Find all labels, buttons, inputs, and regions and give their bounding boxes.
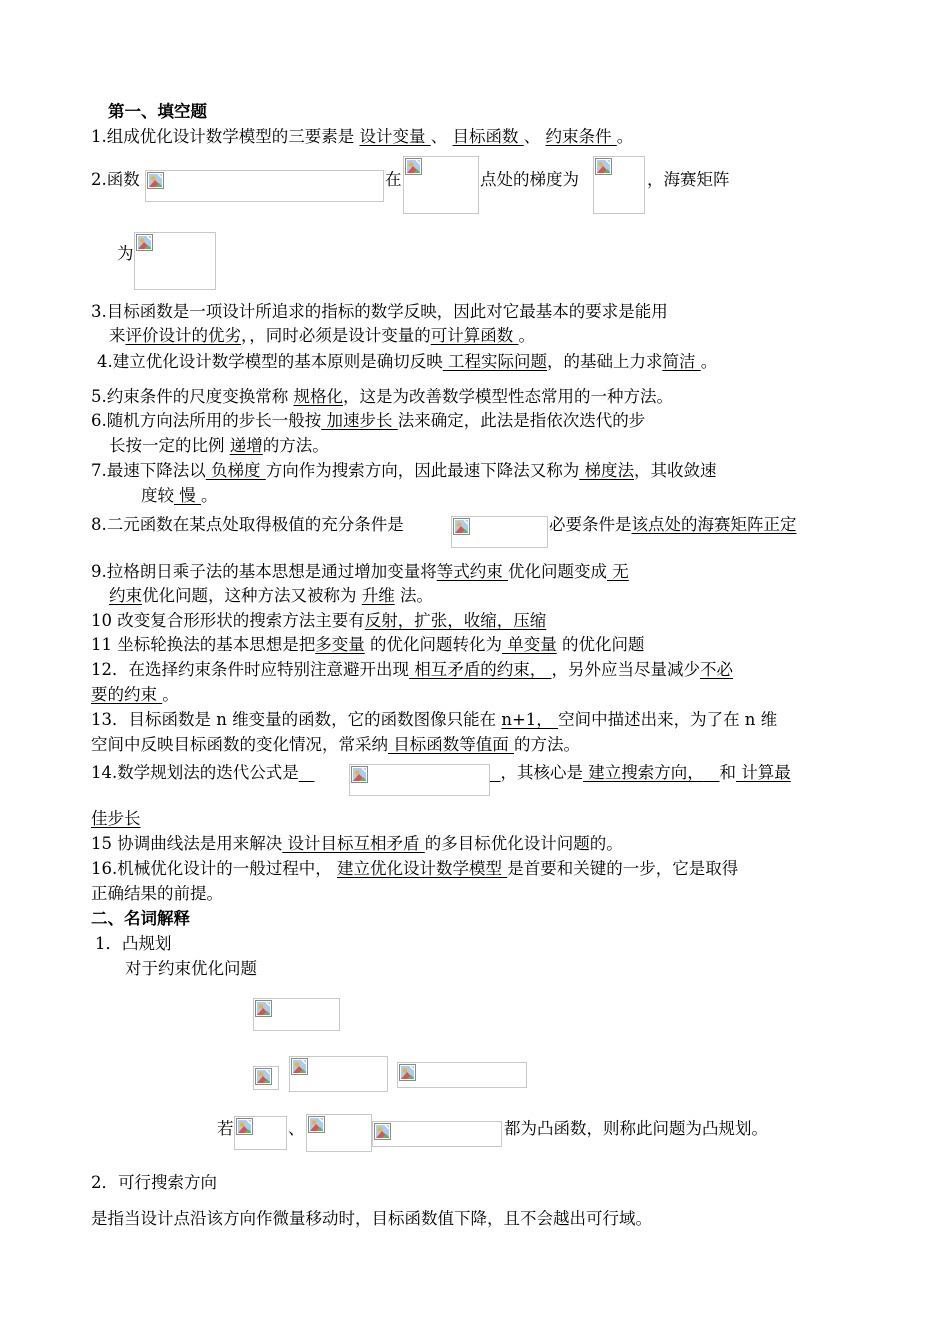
formula-image [372,1121,502,1147]
question-2-a: 2.函数 [91,170,140,189]
broken-image-icon [255,1000,272,1017]
term-1-title: 1．凸规划 [95,934,172,953]
term-1-cond-a: 若 [217,1119,234,1138]
term-1-cond-c: 都为凸函数，则称此问题为凸规划。 [504,1119,768,1138]
question-2-c: 点处的梯度为 [480,170,579,189]
broken-image-icon [453,518,470,535]
broken-image-icon [255,1068,272,1085]
broken-image-icon [374,1123,391,1140]
broken-image-icon [236,1118,253,1135]
question-12-line-2: 要的约束 。 [91,685,179,704]
question-9-line-2: 约束优化问题，这种方法又被称为 升维 法。 [109,586,433,605]
question-16-line-1: 16.机械优化设计的一般过程中， 建立优化设计数学模型 是首要和关键的一步，它是取得 [91,859,739,878]
formula-image [349,764,490,796]
question-5: 5.约束条件的尺度变换常称 规格化，这是为改善数学模型性态常用的一种方法。 [91,387,673,406]
question-3-line-1: 3.目标函数是一项设计所追求的指标的数学反映，因此对它最基本的要求是能用 [91,302,668,321]
broken-image-icon [351,766,368,783]
question-6-line-1: 6.随机方向法所用的步长一般按 加速步长 法来确定，此法是指依次迭代的步 [91,411,646,430]
question-15: 15 协调曲线法是用来解决 设计目标互相矛盾 的多目标优化设计问题的。 [91,834,623,853]
question-10: 10 改变复合形形状的搜索方法主要有反射，扩张，收缩，压缩 [91,611,547,630]
formula-image [289,1056,388,1092]
question-8-a: 8.二元函数在某点处取得极值的充分条件是 [91,515,404,534]
term-2-line: 是指当设计点沿该方向作微量移动时，目标函数值下降，且不会越出可行域。 [91,1209,652,1228]
question-14-line-2: 佳步长 [91,809,141,828]
broken-image-icon [405,158,422,175]
formula-image [134,232,216,290]
broken-image-icon [308,1116,325,1133]
term-1-cond-b: 、 [288,1119,305,1138]
question-8-b: 必要条件是该点处的海赛矩阵正定 [549,515,797,534]
formula-image [403,156,479,214]
formula-image [253,998,340,1031]
section-heading-fill-blank: 第一、填空题 [108,102,207,121]
question-4: 4.建立优化设计数学模型的基本原则是确切反映 工程实际问题，的基础上力求简洁 。 [97,352,718,371]
section-heading-terms: 二、名词解释 [91,909,190,928]
question-13-line-2: 空间中反映目标函数的变化情况，常采纳 目标函数等值面 的方法。 [91,735,580,754]
question-14-a: 14.数学规划法的迭代公式是 [91,763,299,782]
question-9-line-1: 9.拉格朗日乘子法的基本思想是通过增加变量将等式约束 优化问题变成 无 [91,562,629,581]
formula-image [145,170,384,202]
question-11: 11 坐标轮换法的基本思想是把多变量 的优化问题转化为 单变量 的优化问题 [91,635,645,654]
formula-image [234,1116,287,1150]
question-2-d: ，海赛矩阵 [647,170,730,189]
question-1: 1.组成优化设计数学模型的三要素是 设计变量 、 目标函数 、 约束条件 。 [91,127,634,146]
formula-image [306,1114,372,1152]
question-16-line-2: 正确结果的前提。 [91,884,223,903]
formula-image [397,1062,527,1088]
question-2-e: 为 [117,244,134,263]
term-1-line: 对于约束优化问题 [125,959,257,978]
question-7-line-2: 度较 慢 。 [141,486,218,505]
broken-image-icon [595,158,612,175]
question-14-b: ，其核心是 建立搜索方向， 和 计算最 [500,763,791,782]
question-13-line-1: 13．目标函数是 n 维变量的函数，它的函数图像只能在 n+1， 空间中描述出来，为了在 n 维 [91,710,778,729]
question-2-b: 在 [385,170,402,189]
question-7-line-1: 7.最速下降法以 负梯度 方向作为搜索方向，因此最速下降法又称为 梯度法，其收敛速 [91,461,717,480]
broken-image-icon [291,1058,308,1075]
formula-image [253,1066,279,1090]
formula-image [451,516,548,548]
question-6-line-2: 长按一定的比例 递增的方法。 [109,436,329,455]
broken-image-icon [136,234,153,251]
broken-image-icon [399,1064,416,1081]
formula-image [593,156,645,214]
question-12-line-1: 12．在选择约束条件时应特别注意避开出现 相互矛盾的约束， ，另外应当尽量减少不必 [91,660,733,679]
question-3-line-2: 来评价设计的优劣，，同时必须是设计变量的可计算函数 。 [109,326,535,345]
broken-image-icon [147,172,164,189]
term-2-title: 2．可行搜索方向 [91,1173,217,1192]
